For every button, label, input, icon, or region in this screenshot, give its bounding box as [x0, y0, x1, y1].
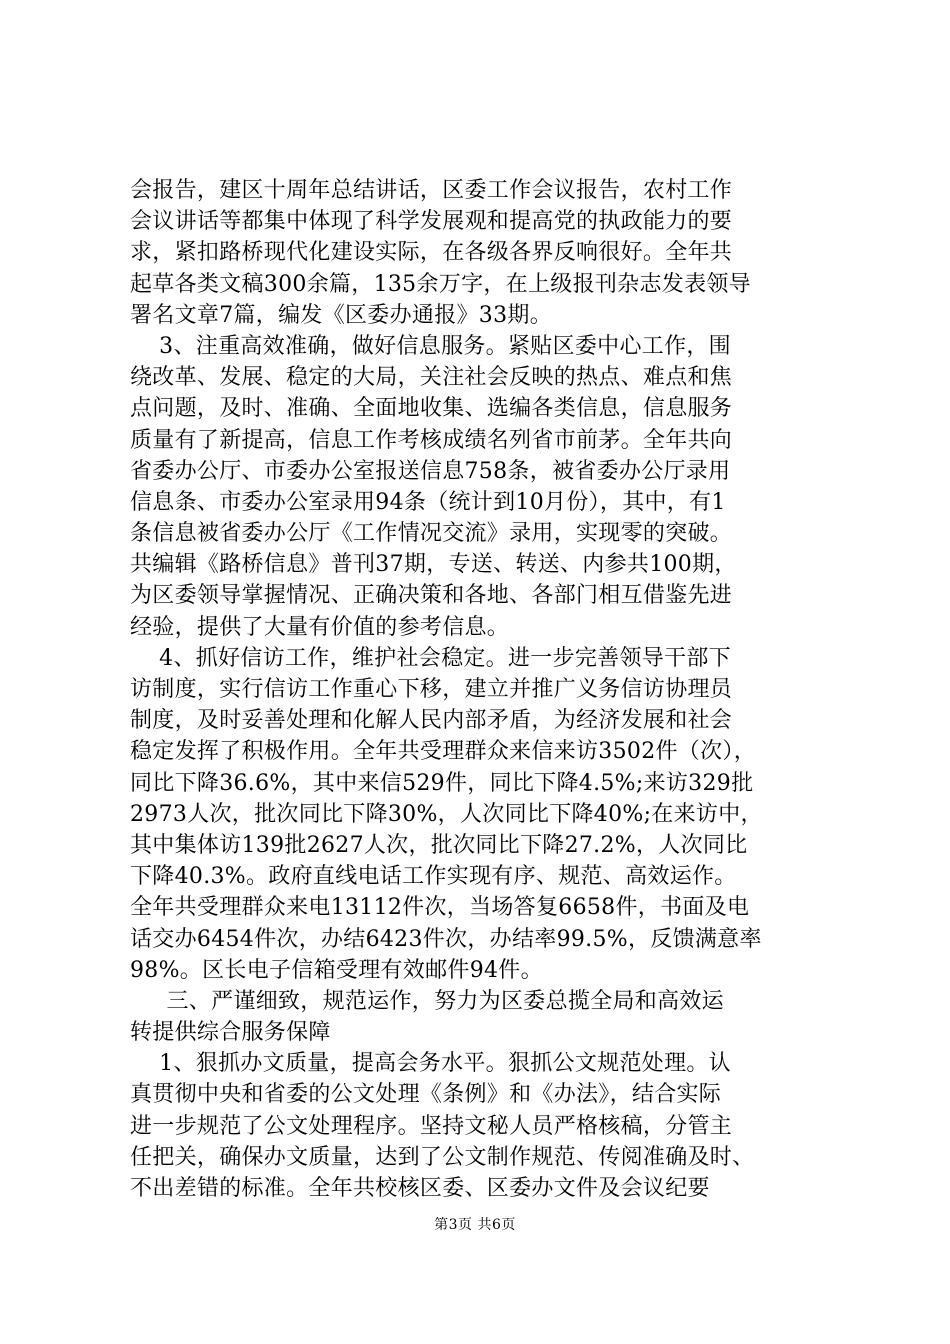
text-line: 条信息被省委办公厅《工作情况交流》录用，实现零的突破。 — [130, 521, 733, 547]
text-line: 任把关，确保办文质量，达到了公文制作规范、传阅准确及时、 — [130, 1144, 755, 1170]
text-line: 稳定发挥了积极作用。全年共受理群众来信来访3502件（次）， — [130, 739, 756, 765]
text-line: 全年共受理群众来电13112件次，当场答复6658件，书面及电 — [130, 895, 750, 921]
document-body — [130, 175, 830, 1204]
text-line: 求，紧扣路桥现代化建设实际，在各级各界反响很好。全年共 — [130, 240, 733, 266]
text-line: 绕改革、发展、稳定的大局，关注社会反映的热点、难点和焦 — [130, 365, 733, 391]
text-line: 制度，及时妥善处理和化解人民内部矛盾，为经济发展和社会 — [130, 708, 733, 734]
text-line: 同比下降36.6%，其中来信529件，同比下降4.5%;来访329批 — [130, 770, 754, 796]
text-line: 署名文章7篇，编发《区委办通报》33期。 — [130, 302, 552, 328]
text-line: 其中集体访139批2627人次，批次同比下降27.2%，人次同比 — [130, 832, 748, 858]
page-footer: 第3页 共6页 — [434, 1217, 516, 1233]
text-line: 真贯彻中央和省委的公文处理《条例》和《办法》，结合实际 — [130, 1082, 722, 1108]
text-line: 会议讲话等都集中体现了科学发展观和提高党的执政能力的要 — [130, 209, 733, 235]
text-line: 经验，提供了大量有价值的参考信息。 — [130, 614, 510, 640]
text-line: 共编辑《路桥信息》普刊37期，专送、转送、内参共100期， — [130, 552, 737, 578]
text-line: 访制度，实行信访工作重心下移，建立并推广义务信访协理员 — [130, 677, 733, 702]
text-line: 转提供综合服务保障 — [130, 1020, 331, 1046]
text-line: 4、抓好信访工作，维护社会稳定。进一步完善领导干部下 — [130, 645, 731, 671]
text-line: 起草各类文稿300余篇，135余万字，在上级报刊杂志发表领导 — [130, 271, 751, 297]
text-line: 进一步规范了公文处理程序。坚持文秘人员严格核稿，分管主 — [130, 1113, 733, 1139]
text-line: 会报告，建区十周年总结讲话，区委工作会议报告，农村工作 — [130, 178, 733, 203]
text-line: 三、严谨细致，规范运作，努力为区委总揽全局和高效运 — [130, 988, 724, 1014]
text-line: 质量有了新提高，信息工作考核成绩名列省市前茅。全年共向 — [130, 427, 733, 453]
text-line: 话交办6454件次，办结6423件次，办结率99.5%，反馈满意率 — [130, 926, 762, 952]
text-line: 省委办公厅、市委办公室报送信息758条，被省委办公厅录用 — [130, 458, 731, 484]
text-line: 信息条、市委办公室录用94条（统计到10月份），其中，有1 — [130, 489, 726, 515]
text-line: 98%。区长电子信箱受理有效邮件94件。 — [130, 957, 543, 983]
text-line: 2973人次，批次同比下降30%，人次同比下降40%;在来访中， — [130, 801, 763, 827]
text-line: 点问题，及时、准确、全面地收集、选编各类信息，信息服务 — [130, 396, 733, 422]
text-line: 1、狠抓办文质量，提高会务水平。狠抓公文规范处理。认 — [130, 1051, 731, 1077]
text-line: 不出差错的标准。全年共校核区委、区委办文件及会议纪要 — [130, 1176, 710, 1201]
text-line: 为区委领导掌握情况、正确决策和各地、各部门相互借鉴先进 — [130, 583, 733, 609]
text-line: 3、注重高效准确，做好信息服务。紧贴区委中心工作，围 — [130, 333, 731, 359]
text-line: 下降40.3%。政府直线电话工作实现有序、规范、高效运作。 — [130, 864, 737, 890]
